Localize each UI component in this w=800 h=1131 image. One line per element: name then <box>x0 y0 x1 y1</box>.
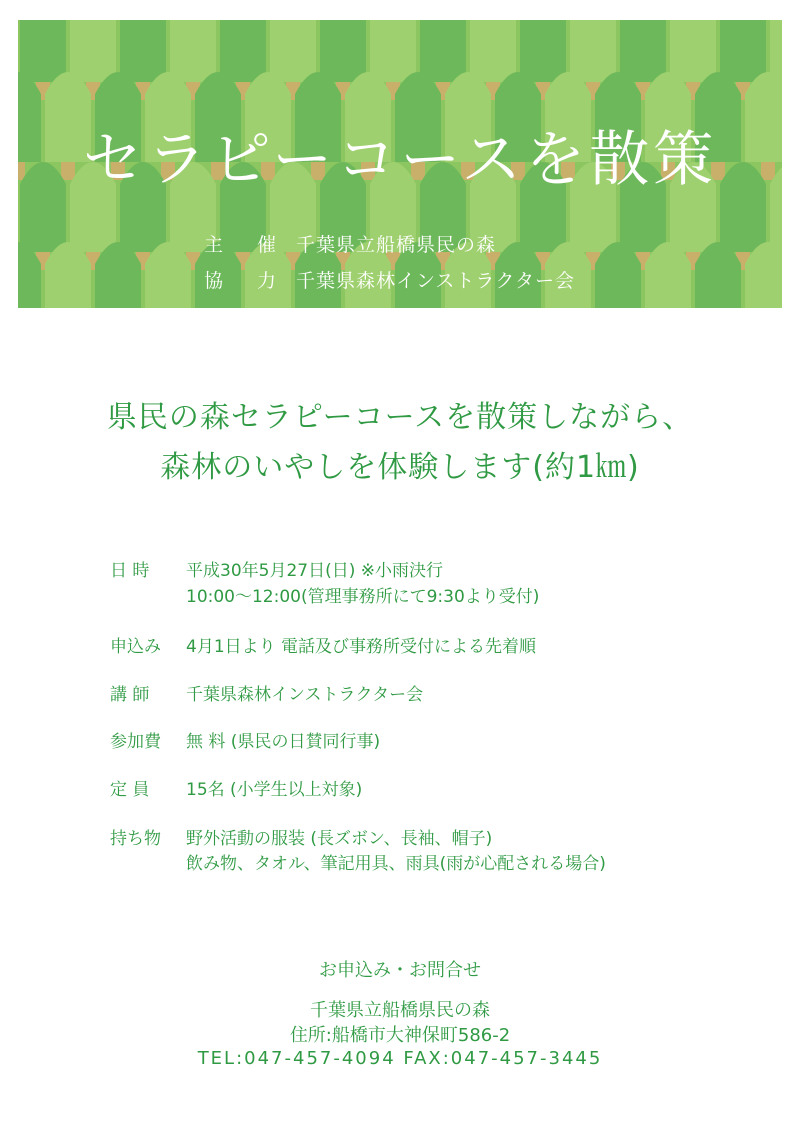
date-value: 平成30年5月27日(日) ※小雨決行 <box>186 561 443 581</box>
instructor-value: 千葉県森林インストラクター会 <box>186 685 424 705</box>
instructor-label: 講 師 <box>110 685 150 705</box>
contact-heading: お申込み・お問合せ <box>319 960 481 981</box>
apply-value: 4月1日より 電話及び事務所受付による先着順 <box>186 637 537 657</box>
items-label: 持ち物 <box>110 829 161 849</box>
contact-org: 千葉県立船橋県民の森 <box>310 1000 490 1021</box>
header-banner <box>18 20 782 308</box>
items-value-2: 飲み物、タオル、筆記用具、雨具(雨が心配される場合) <box>186 854 606 874</box>
contact-phone-fax: TEL:047-457-4094 FAX:047-457-3445 <box>197 1048 603 1069</box>
contact-address: 住所:船橋市大神保町586-2 <box>289 1025 511 1046</box>
time-value: 10:00〜12:00(管理事務所にて9:30より受付) <box>186 587 540 607</box>
lead-line-1: 県民の森セラピーコースを散策しながら、 <box>106 400 694 435</box>
items-value-1: 野外活動の服装 (長ズボン、長袖、帽子) <box>186 829 493 849</box>
date-label: 日 時 <box>110 561 150 581</box>
capacity-value: 15名 (小学生以上対象) <box>186 780 363 800</box>
cooperation-line <box>204 266 575 293</box>
sponsor-label: 主 催 <box>204 234 291 256</box>
lead-line-2: 森林のいやしを体験します(約1㎞) <box>160 450 640 485</box>
cooperation-label: 協 力 <box>204 270 291 292</box>
sponsor-line <box>204 230 496 257</box>
fee-label: 参加費 <box>110 732 161 752</box>
fee-value: 無 料 (県民の日賛同行事) <box>186 732 381 752</box>
capacity-label: 定 員 <box>110 780 150 800</box>
sponsor-name: 千葉県立船橋県民の森 <box>296 234 497 256</box>
page-title: セラピーコースを散策 <box>82 125 718 195</box>
cooperation-name: 千葉県森林インストラクター会 <box>296 270 576 292</box>
apply-label: 申込み <box>110 637 161 657</box>
